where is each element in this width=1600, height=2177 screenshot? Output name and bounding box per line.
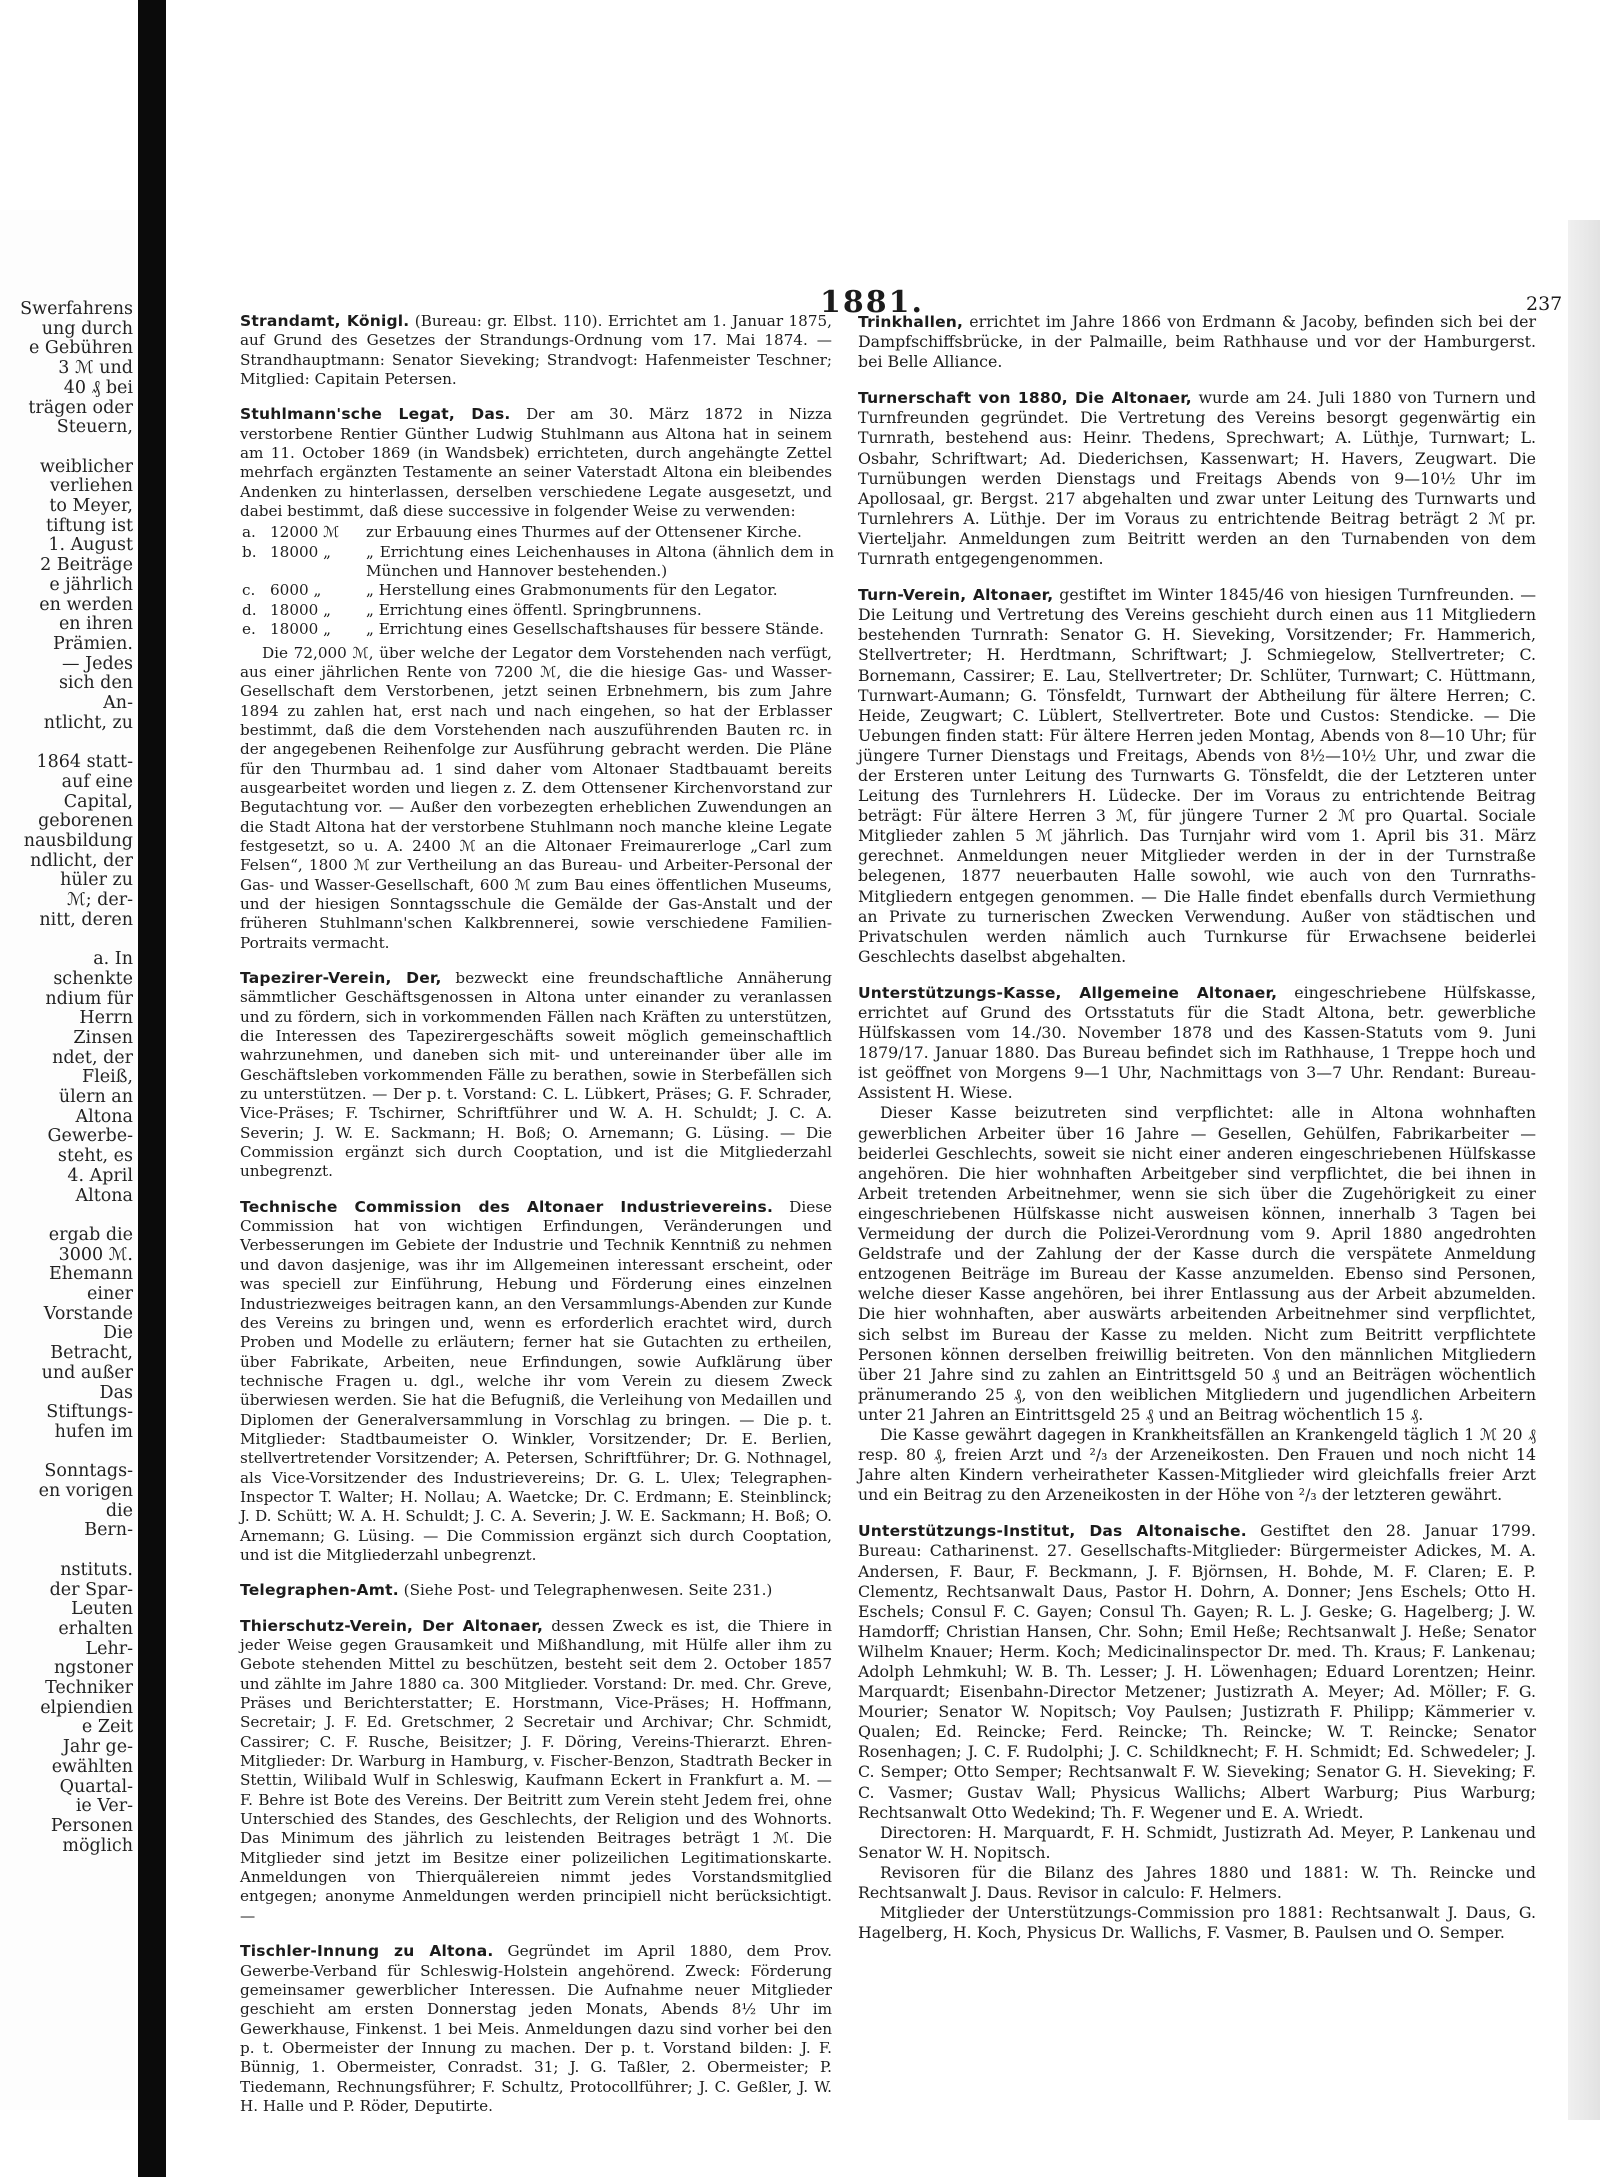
- legate-key: d.: [242, 600, 257, 619]
- left-page-line: elpiendien: [40, 1697, 133, 1718]
- entry-paragraph: Mitglieder der Unterstützungs-Commission pro 1881: Rechtsanwalt J. Daus, G. Hagelberg, H. Koch, Physicus Dr. Wallichs, F. Vasmer, B. Paulsen und O. Semper.: [858, 1903, 1536, 1943]
- entry-tapezierer: [240, 969, 832, 1182]
- entry-keyword: Tapezirer-Verein, Der,: [240, 969, 442, 987]
- left-page-line: e Gebühren: [29, 338, 133, 359]
- legate-amount: 18000 „: [270, 620, 332, 639]
- left-page-line: Bern-: [84, 1520, 133, 1541]
- left-page-line: ewählten: [51, 1756, 133, 1777]
- left-page-line: — Jedes: [62, 653, 133, 674]
- left-page-line: en vorigen: [38, 1481, 133, 1501]
- book-gutter: [138, 0, 166, 2177]
- left-page-line: ngstoner: [53, 1658, 133, 1679]
- left-page-line: Vorstande: [43, 1303, 133, 1324]
- left-page-line: die: [105, 1500, 133, 1521]
- entry-keyword: Turn-Verein, Altonaer,: [858, 586, 1054, 605]
- entry-keyword: Trinkhallen,: [858, 313, 964, 331]
- left-page-line: Leuten: [71, 1599, 133, 1620]
- left-page-line: nstituts.: [60, 1559, 133, 1580]
- left-page-line: 3 ℳ und: [58, 358, 133, 379]
- entry-paragraph: Dieser Kasse beizutreten sind verpflichtet: alle in Altona wohnhaften gewerblichen Arbeiter über 16 Jahre — Gesellen, Gehülfen, Fabrikarbeiter — beiderlei Geschlechts, soweit sie nicht einer anderen eingeschriebenen Hülfskasse angehören. Die hier wohnhaften Arbeitgeber sind verpflichtet, die bei ihnen in Arbeit tretenden Arbeitnehmer, wenn sie sich über die Zugehörigkeit zu einer eingeschriebenen Hülfskasse nicht ausweisen können, innerhalb 3 Tagen bei Vermeidung der durch die Polizei-Verordnung vom 9. April 1880 angedrohten Geldstrafe und der Zahlung der der Kasse durch die verspätete Anmeldung entzogenen Beiträge im Bureau der Kasse anzumelden. Ebenso sind Personen, welche dieser Kasse angehören, bei ihrer Entlassung aus der Arbeit abzumelden. Die hier wohnhaften, aber auswärts arbeitenden Arbeitnehmer sind verpflichtet, sich selbst im Bureau der Kasse zu melden. Nicht zum Beitritt verpflichtete Personen können derselben freiwillig beitreten. Von den männlichen Mitgliedern über 21 Jahre sind zu zahlen an Eintrittsgeld 50 ₰ und an Beiträgen wöchentlich pränumerando 25 ₰, von den weiblichen Mitgliedern und jugendlichen Arbeitern unter 21 Jahren an Eintrittsgeld 25 ₰ und an Beitrag wöchentlich 15 ₰.: [858, 1103, 1536, 1424]
- left-page-line: nitt, deren: [39, 909, 133, 930]
- left-page-line: Altona: [75, 1185, 133, 1206]
- entry-text: eingeschriebene Hülfskasse, errichtet auf Grund des Ortsstatuts für die Stadt Altona, betr. gewerbliche Hülfskassen vom 14./30. November 1878 und des Kassen-Statuts vom 9. Juni 1879/17. Januar 1880. Das Bureau befindet sich im Rathhause, 1 Treppe hoch und ist geöffnet von Morgens 9—1 Uhr, Nachmittags von 3—7 Uhr. Rendant: Bureau-Assistent H. Wiese.: [858, 982, 1536, 1103]
- left-page-line: Zinsen: [73, 1027, 133, 1048]
- page-edge-shadow: [1568, 220, 1600, 2120]
- legate-table: [242, 523, 834, 639]
- left-page-line: An-: [103, 693, 133, 713]
- entry-text: dessen Zweck es ist, die Thiere in jeder Weise gegen Grausamkeit und Mißhandlung, mit Hülfe aller ihm zu Gebote stehenden Mittel zu beschützen, besteht seit dem 2. October 1857 und zählte im Jahre 1880 ca. 300 Mitglieder. Vorstand: Dr. med. Chr. Greve, Präses und Berichterstatter; E. Horstmann, Vice-Präses; H. Hoffmann, Secretair; J. F. Ed. Gretschmer, 2 Secretair und Archivar; Chr. Schmidt, Cassirer; C. F. Rusche, Beisitzer; J. F. Döring, Vereins-Thierarzt. Ehren-Mitglieder: Dr. Warburg in Hamburg, v. Fischer-Benzon, Stadtrath Becker in Stettin, Wilibald Wulf in Schleswig, Kaufmann Eckert in Frankfurt a. M. — F. Behre ist Bote des Vereins. Der Beitritt zum Verein steht Jedem frei, ohne Unterschied des Standes, des Geschlechts, der Religion und des Wohnorts. Das Minimum des jährlich zu leistenden Beitrages beträgt 1 ℳ. Die Mitglieder sind jetzt im Besitze einer polizeilichen Legitimationskarte. Anmeldungen von Thierquälereien nimmt jedes Vorstandsmitglied entgegen; anonyme Anmeldungen werden principiell nicht berücksichtigt. —: [240, 1616, 832, 1925]
- left-page-line: hüler zu: [60, 870, 133, 891]
- legate-key: a.: [242, 523, 256, 542]
- entry-text: Der am 30. März 1872 in Nizza verstorbene Rentier Günther Ludwig Stuhlmann aus Altona hat in seinem am 11. October 1869 (in Wandsbek) errichteten, durch angehängte Zettel mehrfach ergänzten Testamente an seiner Vaterstadt Altona ein bleibendes Andenken zu hinterlassen, derselben verschiedene Legate ausgesetzt, und dabei bestimmt, daß diese successive in folgender Weise zu verwenden:: [240, 405, 832, 521]
- entry-trinkhallen: [858, 312, 1536, 372]
- left-page-fragment: [0, 210, 135, 2110]
- legate-amount: 12000 ℳ: [270, 523, 340, 542]
- legate-key: e.: [242, 620, 256, 639]
- legate-key: c.: [242, 581, 256, 600]
- entry-stuhlmann: [240, 405, 832, 953]
- left-page-line: geborenen: [38, 811, 133, 832]
- left-page-line: und außer: [41, 1362, 133, 1383]
- entry-turn-verein: [858, 585, 1536, 967]
- legate-purpose: „ Errichtung eines öffentl. Springbrunnens.: [366, 600, 702, 619]
- left-page-line: Prämien.: [53, 633, 133, 654]
- legate-purpose: „ Herstellung eines Grabmonuments für den Legator.: [366, 581, 778, 600]
- right-column: [858, 312, 1536, 1959]
- left-page-line: Stiftungs-: [46, 1402, 133, 1423]
- entry-text: gestiftet im Winter 1845/46 von hiesigen Turnfreunden. — Die Leitung und Vertretung des Vereins geschieht durch einen aus 11 Mitgliedern bestehenden Turnrath: Senator G. H. Sieveking, Vorsitzender; Fr. Hammerich, Stellvertreter; H. Herdtmann, Schriftwart; J. Schmiegelow, Stellvertreter; C. Bornemann, Cassirer; E. Lau, Stellvertreter; Dr. Schlüter, Turnwart; C. Hüttmann, Turnwart-Aumann; G. Tönsfeldt, Turnwart der Abtheilung für ältere Herren; C. Heide, Zeugwart; C. Lüblert, Stellvertreter. Bote und Custos: Stendicke. — Die Uebungen finden statt: Für ältere Herren jeden Montag, Abends von 8—10 Uhr; für jüngere Turner Dienstags und Freitags, Abends von 8½—10½ Uhr, und zwar die der Ersteren unter Leitung des Turnwarts G. Tönsfeldt, die der Letzteren unter Leitung des Turnlehrers H. Lüdecke. Der im Voraus zu entrichtende Beitrag beträgt: Für ältere Herren 3 ℳ, für jüngere Turner 2 ℳ pro Quartal. Sociale Mitglieder zahlen 5 ℳ jährlich. Das Turnjahr wird vom 1. April bis 31. März gerechnet. Anmeldungen neuer Mitglieder werden in der in der Turnstraße belegenen, 1877 neuerbauten Halle sowohl, wie auch von den Turnraths-Mitgliedern entgegen genommen. — Die Halle findet ebenfalls durch Vermiethung an Private zu turnerischen Zwecken Verwendung. Außer von städtischen und Privatschulen werden nämlich auch Turnkurse für Erwachsene beiderlei Geschlechts daselbst abgehalten.: [858, 585, 1536, 966]
- entry-keyword: Telegraphen-Amt.: [240, 1581, 399, 1600]
- left-page-line: ie Ver-: [75, 1796, 133, 1817]
- entry-keyword: Tischler-Innung zu Altona.: [240, 1942, 494, 1961]
- entry-paragraph: Directoren: H. Marquardt, F. H. Schmidt, Justizrath Ad. Meyer, P. Lankenau und Senator W. H. Nopitsch.: [858, 1822, 1536, 1862]
- left-page-line: ndlicht, der: [30, 850, 133, 871]
- left-page-line: Capital,: [63, 791, 133, 812]
- left-page-line: Techniker: [45, 1678, 133, 1698]
- left-page-line: hufen im: [54, 1421, 133, 1442]
- left-page-line: ndium für: [45, 988, 133, 1009]
- entry-text: Gegründet im April 1880, dem Prov. Gewerbe-Verband für Schleswig-Holstein angehörend. Zweck: Förderung gemeinsamer gewerblicher Interessen. Die Aufnahme neuer Mitglieder geschieht am ersten Donnerstag jeden Monats, Abends 8½ Uhr im Gewerkhause, Finkenst. 1 bei Meis. Anmeldungen dazu sind vorher bei den p. t. Obermeister der Innung zu machen. Der p. t. Vorstand bilden: J. F. Bünnig, 1. Obermeister, Conradst. 31; J. G. Taßler, 2. Obermeister; P. Tiedemann, Rechnungsführer; F. Schultz, Protocollführer; J. C. Geßler, J. W. H. Halle und P. Röder, Deputirte.: [240, 1942, 832, 2115]
- left-page-line: 1864 statt-: [36, 752, 133, 773]
- page-header-year: 1881.: [820, 285, 924, 320]
- left-page-line: auf eine: [61, 771, 133, 792]
- left-page-line: sich den: [58, 673, 133, 694]
- left-page-line: Die: [103, 1323, 133, 1344]
- entry-keyword: Stuhlmann'sche Legat, Das.: [240, 405, 511, 424]
- left-page-line: ung durch: [41, 318, 133, 339]
- left-page-line: Quartal-: [59, 1776, 133, 1797]
- legate-row: [242, 523, 834, 542]
- left-page-line: Steuern,: [56, 417, 133, 438]
- legate-row: [242, 601, 834, 620]
- left-page-line: Herrn: [79, 1008, 133, 1029]
- left-page-line: Personen: [50, 1815, 133, 1836]
- entry-technische-commission: [240, 1198, 832, 1566]
- left-page-line: verliehen: [49, 476, 133, 497]
- left-page-line: tiftung ist: [45, 515, 133, 536]
- legate-row: [242, 620, 834, 639]
- entry-text: bezweckt eine freundschaftliche Annäherung sämmtlicher Geschäftsgenossen in Altona unter einander zu veranlassen und zu fördern, sich in vorkommenden Fällen nach Kräften zu unterstützen, die Interessen des Tapezirergeschäfts soweit möglich gemeinschaftlich wahrzunehmen, und daneben sich mit- und untereinander über alle im Geschäftsleben vorkommenden Fälle zu berathen, sowie in Sterbefällen sich zu unterstützen. — Der p. t. Vorstand: C. L. Lübkert, Präses; G. F. Schrader, Vice-Präses; F. Tschirner, Schriftführer und W. A. H. Schuldt; J. C. A. Severin; J. W. E. Sackmann; H. Boß; O. Arnemann; G. Lüsing. — Die Commission ergänzt sich durch Cooptation, und ist die Mitgliederzahl unbegrenzt.: [240, 969, 832, 1181]
- left-page-line: ntlicht, zu: [43, 712, 133, 733]
- left-page-line: 3000 ℳ.: [58, 1244, 133, 1265]
- entry-paragraph: Revisoren für die Bilanz des Jahres 1880 und 1881: W. Th. Reincke und Rechtsanwalt J. Daus. Revisor in calculo: F. Helmers.: [858, 1862, 1536, 1903]
- entry-text: (Bureau: gr. Elbst. 110). Errichtet am 1. Januar 1875, auf Grund des Gesetzes der Strandungs-Ordnung vom 17. Mai 1874. — Strandhauptmann: Senator Sieveking; Strandvogt: Hafenmeister Teschner; Mitglied: Capitain Petersen.: [240, 312, 832, 389]
- left-page-line: en ihren: [58, 614, 133, 635]
- left-page-line: Das: [99, 1382, 133, 1403]
- left-page-line: schenkte: [53, 968, 133, 989]
- entry-tischler-innung: [240, 1942, 832, 2116]
- left-page-line: der Spar-: [49, 1579, 133, 1600]
- left-page-line: möglich: [62, 1835, 133, 1856]
- entry-keyword: Turnerschaft von 1880, Die Altonaer,: [858, 389, 1192, 408]
- left-page-line: steht, es: [57, 1146, 133, 1167]
- left-page-line: Lehr-: [85, 1638, 133, 1659]
- left-page-line: ℳ; der-: [66, 890, 133, 910]
- left-page-line: ndet, der: [52, 1047, 133, 1068]
- legate-row: [242, 543, 834, 582]
- left-page-line: nausbildung: [23, 830, 133, 851]
- entry-text: Diese Commission hat von wichtigen Erfindungen, Veränderungen und Verbesserungen im Gebiete der Industrie und Technik Kenntniß zu nehmen und davon dasjenige, was ihr im Allgemeinen interessant erscheint, oder was speciell zur Einführung, Hebung und Förderung eines einzelnen Industriezweiges beitragen kann, an den Versammlungs-Abenden zur Kunde des Vereins zu bringen und, wenn es erforderlich erachtet wird, durch Proben und Modelle zu erläutern; ferner hat sie Gutachten zu ertheilen, über Fabrikate, Arbeiten, neue Erfindungen, sowie Aufklärung über technische Fragen u. dgl., welche ihr vom Verein zu diesem Zweck überwiesen werden. Sie hat die Befugniß, die Verleihung von Medaillen und Diplomen der Generalversammlung in Vorschlag zu bringen. — Die p. t. Mitglieder: Stadtbaumeister O. Winkler, Vorsitzender; Dr. E. Berlien, stellvertretender Vorsitzender; A. Petersen, Schriftführer; Dr. G. Nothnagel, als Vice-Vorsitzender des Industrievereins; Dr. G. L. Ulex; Telegraphen-Inspector T. Walter; H. Nollau; A. Waetcke; Dr. C. Erdmann; E. Steinblinck; J. D. Schütt; W. A. H. Schuldt; J. C. A. Severin; J. W. E. Sackmann; H. Boß; O. Arnemann; G. Lüsing. — Die Commission ergänzt sich durch Cooptation, und ist die Mitgliederzahl unbegrenzt.: [240, 1197, 832, 1564]
- left-page-line: 4. April: [67, 1165, 133, 1186]
- left-page-line: 1. August: [48, 535, 133, 556]
- entry-text: Gestiftet den 28. Januar 1799. Bureau: Catharinenst. 27. Gesellschafts-Mitglieder: Bürgermeister Adickes, M. A. Andersen, F. Baur, F. Beckmann, J. F. Björnsen, H. Bohde, M. F. Claren; E. P. Clementz, Rechtsanwalt Daus, Pastor H. Dohrn, A. Donner; Jens Eschels; Otto H. Eschels; Consul F. C. Gayen; Consul Th. Gayen; R. L. J. Geske; G. Hagelberg; J. W. Hamdorff; Christian Hansen, Chr. Sohn; Emil Heße; Rechtsanwalt J. Heße; Senator Wilhelm Knauer; Herm. Koch; Medicinalinspector Dr. med. Th. Kraus; F. Lankenau; Adolph Lehmkuhl; W. B. Th. Lesser; J. H. Löwenhagen; Eduard Lorentzen; Heinr. Marquardt; Eisenbahn-Director Metzener; Justizrath A. Meyer; Ad. Möller; F. G. Mourier; Senator W. Nopitsch; Voy Paulsen; Justizrath F. Philipp; Kämmerier v. Qualen; Ed. Reincke; Ferd. Reincke; Th. Reincke; W. T. Reincke; Senator Rosenhagen; J. C. F. Rudolphi; J. C. Schildknecht; F. H. Schmidt; Ed. Schwedeler; J. C. Semper; Otto Semper; Rechtsanwalt F. W. Sieveking; Senator G. H. Sieveking; F. C. Vasmer; Gustav Wall; Physicus Wallichs; Albert Warburg; Pius Warburg; Rechtsanwalt Otto Wedekind; Th. F. Wegener und E. A. Wriedt.: [858, 1521, 1536, 1822]
- entry-unterstuetzungs-kasse: [858, 983, 1536, 1505]
- left-page-line: Jahr ge-: [62, 1737, 133, 1758]
- entry-thierschutz: [240, 1617, 832, 1927]
- legate-key: b.: [242, 542, 257, 561]
- entry-keyword: Unterstützungs-Institut, Das Altonaische.: [858, 1522, 1247, 1541]
- left-page-line: a. In: [93, 949, 133, 970]
- left-page-line: erhalten: [58, 1618, 133, 1639]
- left-page-line: en werden: [39, 594, 133, 615]
- entry-keyword: Unterstützungs-Kasse, Allgemeine Altonaer,: [858, 983, 1278, 1002]
- legate-amount: 6000 „: [270, 581, 322, 600]
- legate-row: [242, 581, 834, 600]
- left-page-line: 2 Beiträge: [40, 555, 133, 576]
- left-page-line: 40 ₰ bei: [63, 377, 133, 398]
- entry-keyword: Technische Commission des Altonaer Industrievereins.: [240, 1197, 774, 1216]
- left-page-line: Ehemann: [49, 1264, 133, 1285]
- left-page-line: Sonntags-: [44, 1461, 133, 1482]
- entry-text: (Siehe Post- und Telegraphenwesen. Seite 231.): [398, 1581, 773, 1600]
- left-page-line: e jährlich: [49, 574, 133, 595]
- entry-text: errichtet im Jahre 1866 von Erdmann & Jacoby, befinden sich bei der Dampfschiffsbrücke, in der Palmaille, beim Rathhause und vor der Hamburgerst. bei Belle Alliance.: [858, 312, 1536, 372]
- entry-paragraph: Die Kasse gewährt dagegen in Krankheitsfällen an Krankengeld täglich 1 ℳ 20 ₰ resp. 80 ₰, freien Arzt und ²/₃ der Arzeneikosten. Den Frauen und noch nicht 14 Jahre alten Kindern verheiratheter Kassen-Mitglieder wird gleichfalls freier Arzt und ein Beitrag zu den Arzeneikosten in der Höhe von ²/₃ der letzteren gewährt.: [858, 1424, 1536, 1505]
- left-page-line: e Zeit: [81, 1717, 133, 1738]
- left-column: [240, 312, 832, 2132]
- legate-amount: 18000 „: [270, 600, 332, 619]
- page-number: 237: [1526, 293, 1563, 315]
- left-page-line: Gewerbe-: [47, 1126, 133, 1147]
- legate-purpose: „ Errichtung eines Gesellschaftshauses für bessere Stände.: [366, 620, 824, 639]
- legate-amount: 18000 „: [270, 542, 332, 561]
- entry-unterstuetzungs-institut: [858, 1521, 1536, 1943]
- entry-paragraph: Die 72,000 ℳ, über welche der Legator dem Vorstehenden nach verfügt, aus einer jährlichen Rente von 7200 ℳ, die die hiesige Gas- und Wasser-Gesellschaft dem Verstorbenen, jetzt seinen Erbnehmern, bis zum Jahre 1894 zu zahlen hat, erst nach und nach eingehen, so hat der Erblasser bestimmt, daß die dem Vorstehenden nach auszuführenden Bauten rc. in der angegebenen Reihenfolge zur Ausführung gebracht werden. Die Pläne für den Thurmbau ad. 1 sind daher vom Altonaer Stadtbauamt bereits ausgearbeitet worden und liegen z. Z. dem Ottensener Kirchenvorstand zur Begutachtung vor. — Außer den vorbezegten erheblichen Zuwendungen an die Stadt Altona hat der verstorbene Stuhlmann noch manche kleine Legate festgesetzt, so u. A. 2400 ℳ an die Altonaer Freimaurerloge „Carl zum Felsen“, 1800 ℳ zur Vertheilung an das Bureau- und Arbeiter-Personal der Gas- und Wasser-Gesellschaft, 600 ℳ zum Bau eines öffentlichen Museums, und der hiesigen Sonntagsschule die Gemälde der Gas-Anstalt und der früheren Stuhlmann'schen Kalkbrennerei, sowie verschiedene Familien-Portraits vermacht.: [240, 643, 832, 952]
- entry-text: wurde am 24. Juli 1880 von Turnern und Turnfreunden gegründet. Die Vertretung des Vereins besorgt gegenwärtig ein Turnrath, bestehend aus: Heinr. Thedens, Sprechwart; A. Lüthje, Turnwart; L. Osbahr, Schriftwart; Ad. Diederichsen, Kassenwart; H. Havers, Zeugwart. Die Turnübungen werden Dienstags und Freitags Abends von 9—10½ Uhr im Apollosaal, gr. Bergst. 217 abgehalten und zwar unter Leitung des Turnwarts und Turnlehrers A. Lüthje. Der im Voraus zu entrichtende Beitrag beträgt 2 ℳ pr. Vierteljahr. Anmeldungen zum Beitritt werden an den Turnabenden von dem Turnrath entgegengenommen.: [858, 388, 1536, 569]
- left-page-line: Swerfahrens: [20, 299, 133, 319]
- left-page-line: trägen oder: [28, 397, 133, 418]
- entry-strandamt: [240, 312, 832, 389]
- legate-purpose: zur Erbauung eines Thurmes auf der Ottensener Kirche.: [366, 523, 802, 542]
- left-page-line: Betracht,: [50, 1343, 133, 1364]
- legate-purpose: „ Errichtung eines Leichenhauses in Altona (ähnlich dem in München und Hannover bestehenden.): [366, 542, 834, 581]
- entry-telegraphen-amt: [240, 1581, 832, 1600]
- entry-turnerschaft: [858, 388, 1536, 569]
- left-page-line: to Meyer,: [49, 496, 133, 516]
- entry-keyword: Strandamt, Königl.: [240, 312, 410, 330]
- left-page-line: ergab die: [48, 1224, 133, 1245]
- entry-keyword: Thierschutz-Verein, Der Altonaer,: [240, 1616, 544, 1635]
- left-page-line: weiblicher: [39, 456, 133, 477]
- left-page-line: Altona: [75, 1106, 133, 1127]
- left-page-line: Fleiß,: [82, 1067, 133, 1088]
- left-page-line: einer: [87, 1284, 133, 1304]
- left-page-line: ülern an: [58, 1087, 133, 1107]
